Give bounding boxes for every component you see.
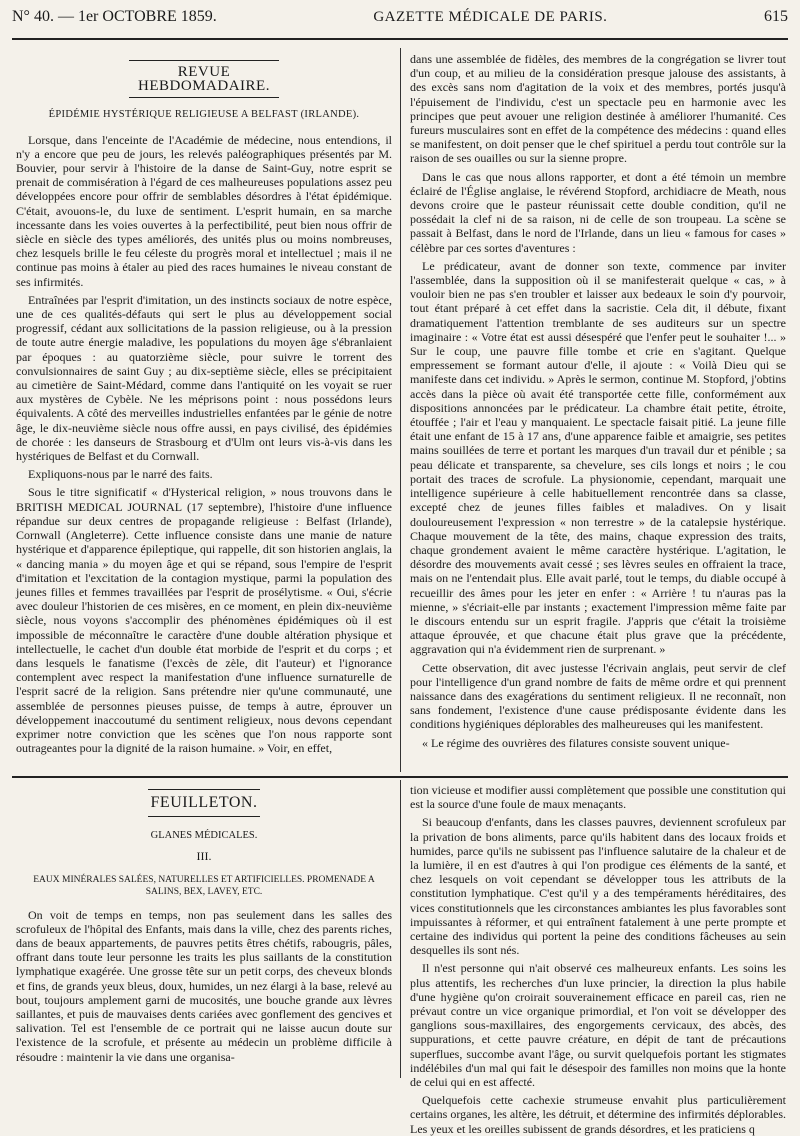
page-number: 615: [764, 8, 788, 25]
paragraph: Le prédicateur, avant de donner son texte, commence par inviter l'assemblée, dans la supposition où il se manifesterait quelque « cas, » à vouloir bien ne pas s'en troubler et laisser aux bedeaux le soin d'y pourvoir, tout étant préparé à cet effet dans la sacristie. Cela dit, il débute, fixant dramatiquement l'attention tremblante de ses auditeurs sur un spectre imaginaire : « Votre état est aussi désespéré que l'enfer peut le souhaiter !... » Sur le coup, une pauvre fille tombe et crie en s'agitant. Quelque empressement se formant autour d'elle, il ajoute : « Voilà Dieu qui se manifeste dans cet individu. » Après le sermon, continue M. Stopford, j'obtins accès dans la pièce où avait été transportée cette fille, conformément aux dispositions annoncées par le prédicateur. La chambre était petite, étroite, étouffée ; l'air et l'eau y manquaient. Le spectacle faisait pitié. La jeune fille était une enfant de 15 à 17 ans, d'une apparence faible et amaigrie, ses petites mains souillées de terre et portant les marques d'un travail dur et pénible ; sa peau délicate et transparente, sa chevelure, ses cils longs et noirs ; le cou portait des traces de scrofule. La physionomie, cependant, marquait une intelligence supérieure à celle habituellement rencontrée dans sa classe, excepté chez de jeunes filles faibles et maladives. On y lisait douloureusement l'expression « non terrestre » de la catalepsie hystérique. Chaque mouvement de la tête, des mains, chaque expression des traits, chaque grondement avaient le même caractère hystérique. L'agitation, le désordre des mouvements avait cessé ; ses lèvres seules en offraient la trace, mais on ne l'entendait plus. Elle avait parlé, tout le temps, du diable occupé à recueillir des âmes pour les jeter en enfer : « Arrière ! tu n'auras pas la mienne, » s'écriait-elle par instants ; exactement l'impression même faite par le discours entendu sur un esprit fragile. J'appris que c'était la troisième attaque éprouvée, et que chacune était plus grave que la précédente, aggravation qui n'a évidemment rien de surprenant. »: [410, 258, 786, 657]
paragraph: Cette observation, dit avec justesse l'écrivain anglais, peut servir de clef pour l'intelligence d'un grand nombre de faits de même ordre et qui prennent naissance dans des exagérations du sentiment religieux. Il ne reconnaît, non sans fondement, l'existence d'une cause prédisposante évidente dans les conditions hygiéniques déplorables des malheureuses qui les manifestent.: [410, 660, 786, 732]
feuilleton-column-left: [16, 783, 392, 1078]
paragraph: dans une assemblée de fidèles, des membres de la congrégation se livrer tout d'un coup, et au milieu de la considération presque jalouse des assistants, à des excès sans nom d'agitation de la voix et des membres, portés jusqu'à l'épuisement de l'individu, c'est un spectacle peu en harmonie avec les principes que peut avouer une religion destinée à améliorer l'humanité. Ces fureurs musculaires sont en effet de la compétence des médecins : quand elles se manifestent, on doit penser que le chef spirituel a perdu tout contrôle sur la raison de ses ouailles ou sur la sienne propre.: [410, 52, 786, 166]
paragraph: Il n'est personne qui n'ait observé ces malheureux enfants. Les soins les plus attentifs, les recherches d'un luxe princier, la direction la plus habile d'une hygiène qu'on croirait souverainement efficace en pareil cas, rien ne prévaut contre un vice organique primordial, et l'on voit se développer des ganglions sous-maxillaires, des engorgements cervicaux, des abcès, des suppurations, et cette pauvre créature, en dépit de tant de précautions superflues, succombe avant l'âge, ou survit quelquefois portant les stigmates indélébiles d'un mal qui fait le désespoir des familles non moins que la honte de celui qui en est affecté.: [410, 961, 786, 1090]
paragraph: Sous le titre significatif « d'Hysterical religion, » nous trouvons dans le BRITISH MEDICAL JOURNAL (17 septembre), l'histoire d'une influence répandue sur deux centres de propagande religieuse : Belfast (Irlande), Cornwall (Angleterre). Cette influence consiste dans une manie de nature hystérique et d'apparence épileptique, qui rappelle, dit son historien anglais, la « dancing mania » du moyen âge et qui se répand, sous l'empire de l'esprit d'imitation et l'excitation de la contagion mystique, parmi la population des jeunes filles et femmes travaillées par l'esprit de prosélytisme. « Oui, s'écrie avec douleur l'historien de ces misères, en ce moment, en plein dix-neuvième siècle, nous voyons s'accomplir des phénomènes épidémiques où il est impossible de méconnaître le caractère d'une double altération physique et intellectuelle, le cachet d'un double état morbide de l'esprit et du corps ; et dans lesquels le fanatisme (l'excès de zèle, dit l'auteur) et l'ignorance contemplent avec respect la manifestation d'une influence surnaturelle de l'esprit sacré de la religion. Sans prétendre nier qu'une communauté, une assemblée de personnes pieuses puisse, de temps à autre, éprouver un développement inaccoutumé du sentiment religieux, nous devons cependant exprimer notre conviction que les scènes que l'on nous rapporte sont outrageantes pour la dignité de la raison humaine. » Voir, en effet,: [16, 485, 392, 756]
column-divider-bottom: [400, 780, 401, 1078]
paragraph: Lorsque, dans l'enceinte de l'Académie de médecine, nous entendions, il n'y a encore que peu de jours, les relevés paléographiques présentés par M. Bouvier, pour servir à l'histoire de la danse de Saint-Guy, notre esprit se prenait de commisération à l'égard de ces malheureuses populations assez peu développées encore pour offrir de semblables désordres à l'état épidémique. C'était, avouons-le, du luxe de sentiment. L'esprit humain, en sa marche incessante dans les voies ouvertes à la perfectibilité, peut bien nous offrir de siècle en siècle des types améliorés, des unités plus ou moins nombreuses, chez lesquels brille le feu céleste du progrès moral et intellectuel ; mais il ne continue pas moins à étaler au pied des races humaines le niveau constant de ses infirmités.: [16, 132, 392, 289]
revue-column-left: [16, 52, 392, 770]
feuilleton-column-right: [410, 783, 786, 1136]
paragraph: tion vicieuse et modifier aussi complètement que possible une constitution qui est la source d'une foule de maux menaçants.: [410, 783, 786, 812]
page-header: [12, 8, 788, 40]
paragraph: Dans le cas que nous allons rapporter, et dont a été témoin un membre éclairé de l'Église anglaise, le révérend Stopford, archidiacre de Meath, nous devons croire que le pasteur réunissait cette double condition, qu'il ne possédait la clef ni de sa raison, ni de celle de son troupeau. La scène se passait à Belfast, dans le nord de l'Irlande, dans un lieu « famous for cases » célèbre par ces sortes d'aventures :: [410, 169, 786, 255]
revue-subtitle: ÉPIDÉMIE HYSTÉRIQUE RELIGIEUSE A BELFAST (IRLANDE).: [48, 109, 360, 121]
paragraph: On voit de temps en temps, non pas seulement dans les salles des scrofuleux de l'hôpital des Enfants, mais dans la ville, chez des parents riches, dans de beaux appartements, de pauvres petits êtres chétifs, rabougris, pâles, offrant dans toute leur personne les traits les plus saillants de la constitution lymphatique exagérée. Une grosse tête sur un petit corps, des cheveux blonds et fins, de grands yeux bleus, doux, humides, un nez élargi à la base, relevé au bout, toujours amplement garni de mucosités, une bouche grande aux lèvres saillantes, et puis de mauvaises dents cariées avec gonflement des gencives et salivation. Tel est l'ensemble de ce portrait qui ne laisse aucun doute sur l'existence de la scrofule, et présente au médecin un problème difficile à résoudre : maintenir la vie dans une organisa-: [16, 907, 392, 1064]
paragraph: « Le régime des ouvrières des filatures consiste souvent unique-: [422, 735, 730, 750]
revue-title: REVUE HEBDOMADAIRE.: [129, 60, 279, 98]
paragraph: Si beaucoup d'enfants, dans les classes pauvres, deviennent scrofuleux par la privation de bons aliments, parce qu'ils habitent dans des locaux froids et humides, parce qu'ils ne subissent pas l'influence salutaire de la chaleur et de la lumière, il en est d'autres à qui l'on prodigue ces éléments de la santé, et chez lesquels on voit cependant se développer tous les attributs de la constitution lymphatique. C'est qu'il y a des tempéraments héréditaires, des vices constitutionnels que les circonstances ambiantes les plus favorables sont impuissantes à réformer, et qui entraînent fatalement à une perte prompte et certaine des individus qui portent la peine des conditions fâcheuses au sein desquelles ils sont nés.: [410, 815, 786, 958]
paragraph: Quelquefois cette cachexie strumeuse envahit plus particulièrement certains organes, les altère, les détruit, et détermine des infirmités déplorables. Les yeux et les oreilles subissent de grands désordres, et les praticiens q: [410, 1093, 786, 1136]
feuilleton-title: FEUILLETON.: [148, 789, 260, 817]
column-divider-top: [400, 48, 401, 772]
feuilleton-subtitle: EAUX MINÉRALES SALÉES, NATURELLES ET ARTIFICIELLES. PROMENADE A SALINS, BEX, LAVEY, ETC.: [33, 874, 375, 897]
revue-column-right: [410, 52, 786, 770]
paragraph: Expliquons-nous par le narré des faits.: [28, 467, 213, 482]
feuilleton-number: III.: [196, 849, 212, 864]
issue-date: N° 40. — 1er OCTOBRE 1859.: [12, 8, 217, 25]
paragraph: Entraînées par l'esprit d'imitation, un des instincts sociaux de notre espèce, une de ces qualités-défauts qui sert le plus au développement social progressif, cédant aux sollicitations de la passion religieuse, ou à la pression de toute autre énergie maladive, les populations du moyen âge s'ébranlaient par époques : au quatorzième siècle, pour suivre le torrent des convulsionnaires de saint Guy ; au dix-septième siècle, elles se précipitaient au cimetière de Saint-Médard, comme dans l'antiquité on les voyait se ruer aux mystères de Cybèle. Ne les méprisons point : nous possédons leurs équivalents. A côté des merveilles industrielles enfantées par le génie de notre âge, le dix-neuvième siècle nous offre aussi, en pays civilisé, des épidémies de chorée : les danseurs de Strasbourg et d'Ulm ont leurs vis-à-vis dans les hystériques de Belfast et du Cornwall.: [16, 292, 392, 464]
feuilleton-heading: GLANES MÉDICALES.: [150, 830, 258, 842]
journal-title: GAZETTE MÉDICALE DE PARIS.: [373, 9, 608, 25]
feuilleton-separator: [12, 776, 788, 778]
